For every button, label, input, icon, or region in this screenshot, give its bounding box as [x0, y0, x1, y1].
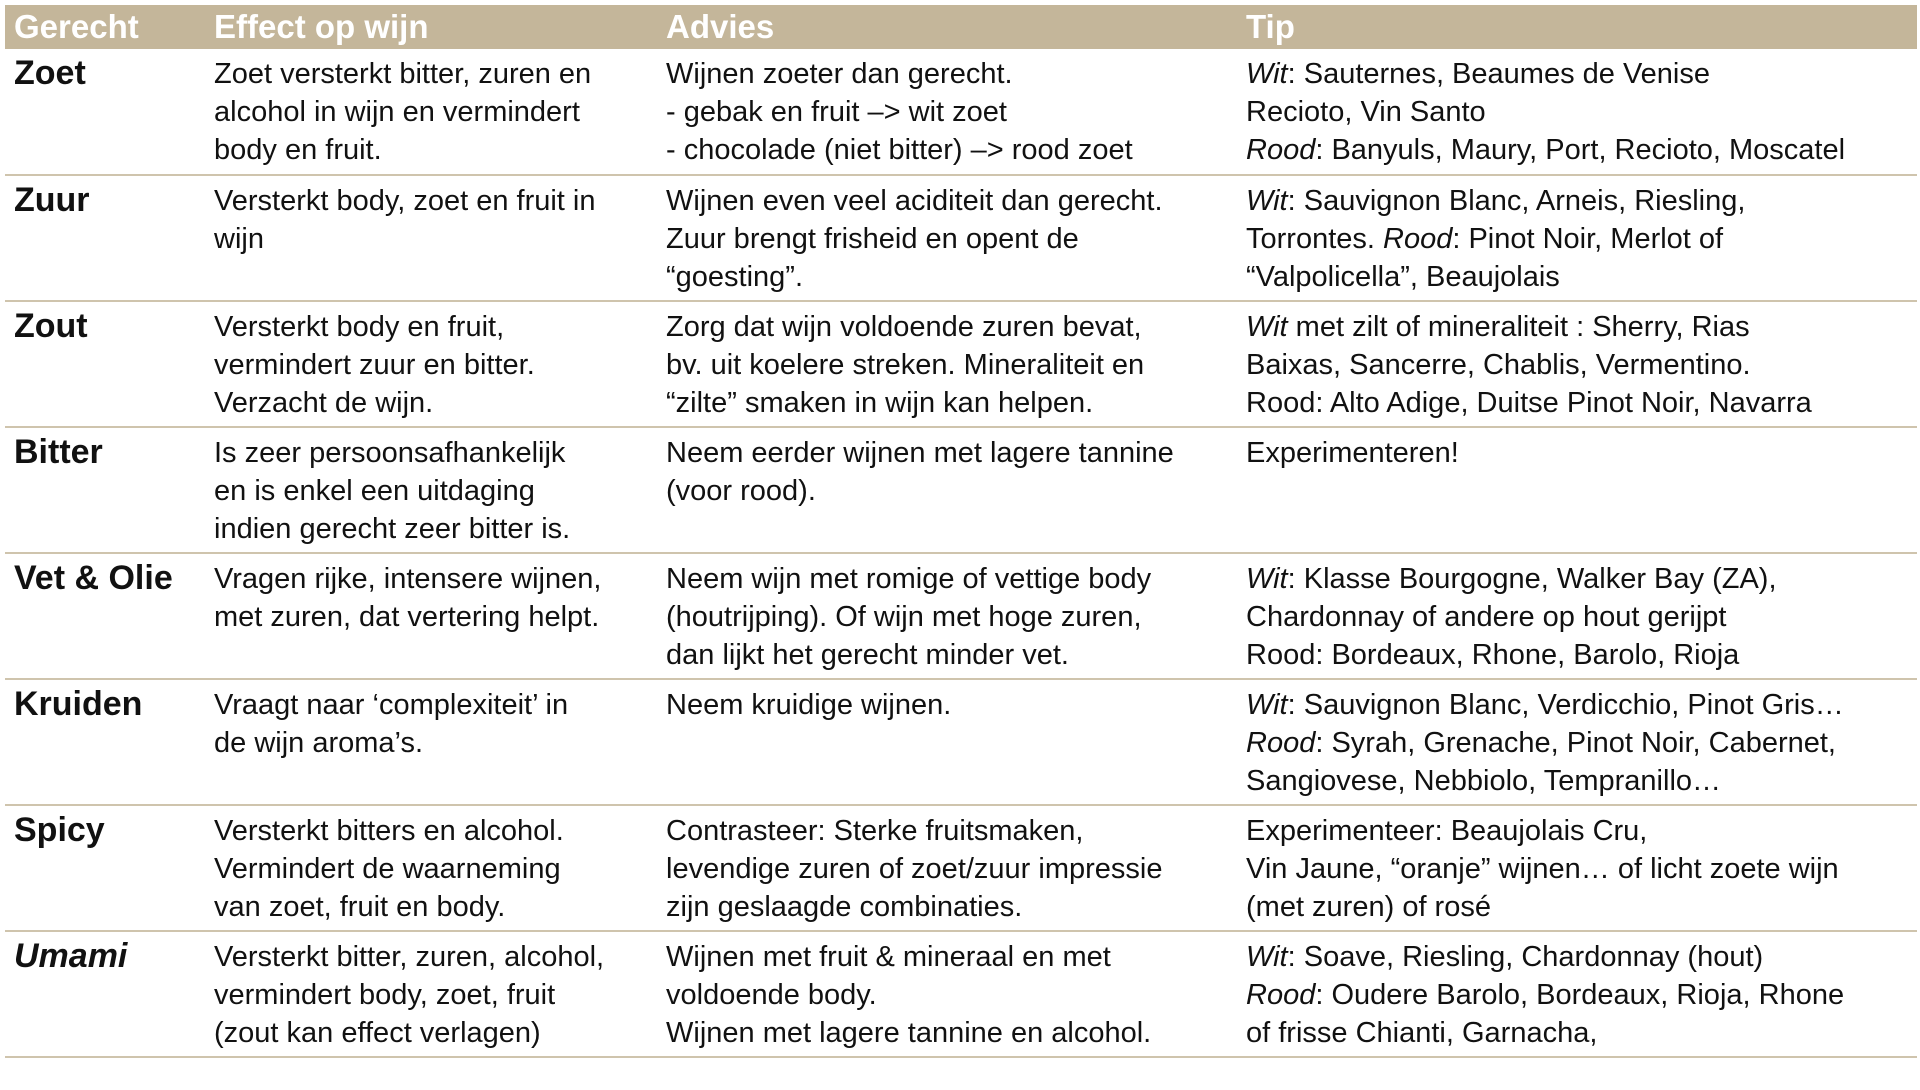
dish-cell: Zoet [5, 49, 205, 175]
tip-text: : Klasse Bourgogne, Walker Bay (ZA), [1287, 563, 1777, 595]
wine-color-label: Rood [1246, 134, 1316, 166]
effect-line: indien gerecht zeer bitter is. [214, 513, 571, 545]
tip-text: Rood: Bordeaux, Rhone, Barolo, Rioja [1246, 639, 1740, 671]
effect-line: Vragen rijke, intensere wijnen, [214, 563, 602, 595]
effect-line: van zoet, fruit en body. [214, 891, 506, 923]
tip-line [1246, 686, 1913, 724]
tip-line [1246, 220, 1913, 258]
effect-line: body en fruit. [214, 134, 382, 166]
header-gerecht: Gerecht [14, 8, 139, 45]
header-effect: Effect op wijn [214, 8, 429, 45]
tip-line [1246, 346, 1913, 384]
advice-line: (voor rood). [666, 475, 816, 507]
advice-line: “goesting”. [666, 261, 804, 293]
advice-line: Wijnen met lagere tannine en alcohol. [666, 1017, 1152, 1049]
tip-line [1246, 850, 1913, 888]
tip-text: Baixas, Sancerre, Chablis, Vermentino. [1246, 349, 1751, 381]
advice-cell [657, 805, 1237, 931]
tip-cell [1237, 175, 1917, 301]
tip-text: Experimenteer: Beaujolais Cru, [1246, 815, 1648, 847]
effect-line: en is enkel een uitdaging [214, 475, 535, 507]
advice-line: Neem kruidige wijnen. [666, 689, 952, 721]
tip-cell [1237, 427, 1917, 553]
tip-line [1246, 560, 1913, 598]
table-row [5, 175, 1917, 301]
advice-cell [657, 931, 1237, 1057]
tip-text: : Soave, Riesling, Chardonnay (hout) [1287, 941, 1764, 973]
effect-line: vermindert zuur en bitter. [214, 349, 535, 381]
tip-text: : Banyuls, Maury, Port, Recioto, Moscatel [1315, 134, 1846, 166]
dish-cell: Bitter [5, 427, 205, 553]
effect-line: Vermindert de waarneming [214, 853, 561, 885]
header-advies: Advies [666, 8, 775, 45]
wine-color-label: Wit [1246, 941, 1288, 973]
advice-line: “zilte” smaken in wijn kan helpen. [666, 387, 1094, 419]
effect-line: (zout kan effect verlagen) [214, 1017, 541, 1049]
advice-cell [657, 427, 1237, 553]
tip-line [1246, 724, 1913, 762]
tip-line [1246, 384, 1913, 422]
effect-line: Is zeer persoonsafhankelijk [214, 437, 566, 469]
tip-text: “Valpolicella”, Beaujolais [1246, 261, 1560, 293]
tip-text: (met zuren) of rosé [1246, 891, 1491, 923]
advice-line: Contrasteer: Sterke fruitsmaken, [666, 815, 1084, 847]
tip-line [1246, 182, 1913, 220]
advice-cell [657, 175, 1237, 301]
effect-line: de wijn aroma’s. [214, 727, 424, 759]
tip-line [1246, 636, 1913, 674]
advice-line: Zorg dat wijn voldoende zuren bevat, [666, 311, 1142, 343]
effect-cell [205, 427, 657, 553]
effect-line: Versterkt body, zoet en fruit in [214, 185, 596, 217]
tip-cell [1237, 553, 1917, 679]
tip-line [1246, 762, 1913, 800]
tip-line [1246, 258, 1913, 296]
dish-cell: Vet & Olie [5, 553, 205, 679]
tip-text: Recioto, Vin Santo [1246, 96, 1486, 128]
effect-line: Versterkt bitter, zuren, alcohol, [214, 941, 605, 973]
effect-line: Vraagt naar ‘complexiteit’ in [214, 689, 569, 721]
tip-text: Torrontes. [1246, 223, 1383, 255]
tip-text: Experimenteren! [1246, 437, 1459, 469]
wine-color-label: Wit [1246, 58, 1288, 90]
header-row [5, 5, 1917, 49]
wine-color-label: Wit [1246, 689, 1288, 721]
wine-color-label: Rood [1246, 727, 1316, 759]
tip-line [1246, 1014, 1913, 1052]
effect-line: Verzacht de wijn. [214, 387, 434, 419]
tip-line [1246, 308, 1913, 346]
table-row [5, 931, 1917, 1057]
advice-cell [657, 553, 1237, 679]
tip-text: : Oudere Barolo, Bordeaux, Rioja, Rhone [1315, 979, 1845, 1011]
wine-pairing-table [5, 5, 1917, 1058]
table-header [5, 5, 1917, 49]
advice-line: Wijnen met fruit & mineraal en met [666, 941, 1111, 973]
table-row [5, 805, 1917, 931]
effect-line: wijn [214, 223, 264, 255]
tip-line [1246, 131, 1913, 169]
advice-line: Neem eerder wijnen met lagere tannine [666, 437, 1174, 469]
advice-line: (houtrijping). Of wijn met hoge zuren, [666, 601, 1142, 633]
effect-line: Zoet versterkt bitter, zuren en [214, 58, 592, 90]
tip-line [1246, 976, 1913, 1014]
tip-cell [1237, 805, 1917, 931]
advice-line: voldoende body. [666, 979, 877, 1011]
tip-text: Rood: Alto Adige, Duitse Pinot Noir, Navarra [1246, 387, 1812, 419]
advice-cell [657, 679, 1237, 805]
dish-cell: Umami [5, 931, 205, 1057]
tip-text: Vin Jaune, “oranje” wijnen… of licht zoete wijn [1246, 853, 1839, 885]
tip-cell [1237, 301, 1917, 427]
advice-cell [657, 49, 1237, 175]
advice-cell [657, 301, 1237, 427]
table-row [5, 427, 1917, 553]
tip-text: Sangiovese, Nebbiolo, Tempranillo… [1246, 765, 1722, 797]
table-row [5, 49, 1917, 175]
dish-cell: Spicy [5, 805, 205, 931]
tip-text: : Sauvignon Blanc, Verdicchio, Pinot Gris… [1287, 689, 1844, 721]
wine-color-label: Wit [1246, 185, 1288, 217]
tip-text: Chardonnay of andere op hout gerijpt [1246, 601, 1727, 633]
advice-line: bv. uit koelere streken. Mineraliteit en [666, 349, 1145, 381]
advice-line: Wijnen zoeter dan gerecht. [666, 58, 1013, 90]
effect-line: vermindert body, zoet, fruit [214, 979, 556, 1011]
table-row [5, 679, 1917, 805]
advice-line: - gebak en fruit –> wit zoet [666, 96, 1007, 128]
wine-color-label: Wit [1246, 563, 1288, 595]
effect-cell [205, 553, 657, 679]
tip-line [1246, 598, 1913, 636]
advice-line: Wijnen even veel aciditeit dan gerecht. [666, 185, 1163, 217]
table-body [5, 49, 1917, 1057]
tip-text: : Syrah, Grenache, Pinot Noir, Cabernet, [1315, 727, 1836, 759]
tip-line [1246, 812, 1913, 850]
tip-line [1246, 55, 1913, 93]
advice-line: zijn geslaagde combinaties. [666, 891, 1023, 923]
tip-line [1246, 888, 1913, 926]
advice-line: levendige zuren of zoet/zuur impressie [666, 853, 1163, 885]
tip-text: : Sauternes, Beaumes de Venise [1287, 58, 1711, 90]
dish-cell: Kruiden [5, 679, 205, 805]
tip-text: met zilt of mineraliteit : Sherry, Rias [1287, 311, 1750, 343]
tip-cell [1237, 49, 1917, 175]
advice-line: - chocolade (niet bitter) –> rood zoet [666, 134, 1133, 166]
tip-text: : Pinot Noir, Merlot of [1452, 223, 1724, 255]
tip-cell [1237, 931, 1917, 1057]
effect-line: alcohol in wijn en vermindert [214, 96, 580, 128]
wine-color-label: Rood [1383, 223, 1453, 255]
tip-line [1246, 434, 1913, 472]
tip-line [1246, 93, 1913, 131]
table-row [5, 553, 1917, 679]
header-tip: Tip [1246, 8, 1295, 45]
advice-line: Zuur brengt frisheid en opent de [666, 223, 1079, 255]
tip-line [1246, 938, 1913, 976]
table-row [5, 301, 1917, 427]
effect-cell [205, 805, 657, 931]
effect-cell [205, 175, 657, 301]
tip-cell [1237, 679, 1917, 805]
wine-color-label: Wit [1246, 311, 1288, 343]
effect-line: Versterkt bitters en alcohol. [214, 815, 564, 847]
effect-cell [205, 679, 657, 805]
advice-line: dan lijkt het gerecht minder vet. [666, 639, 1069, 671]
effect-line: Versterkt body en fruit, [214, 311, 505, 343]
effect-line: met zuren, dat vertering helpt. [214, 601, 600, 633]
tip-text: of frisse Chianti, Garnacha, [1246, 1017, 1598, 1049]
dish-cell: Zout [5, 301, 205, 427]
dish-cell: Zuur [5, 175, 205, 301]
effect-cell [205, 301, 657, 427]
advice-line: Neem wijn met romige of vettige body [666, 563, 1152, 595]
effect-cell [205, 49, 657, 175]
effect-cell [205, 931, 657, 1057]
wine-color-label: Rood [1246, 979, 1316, 1011]
tip-text: : Sauvignon Blanc, Arneis, Riesling, [1287, 185, 1746, 217]
